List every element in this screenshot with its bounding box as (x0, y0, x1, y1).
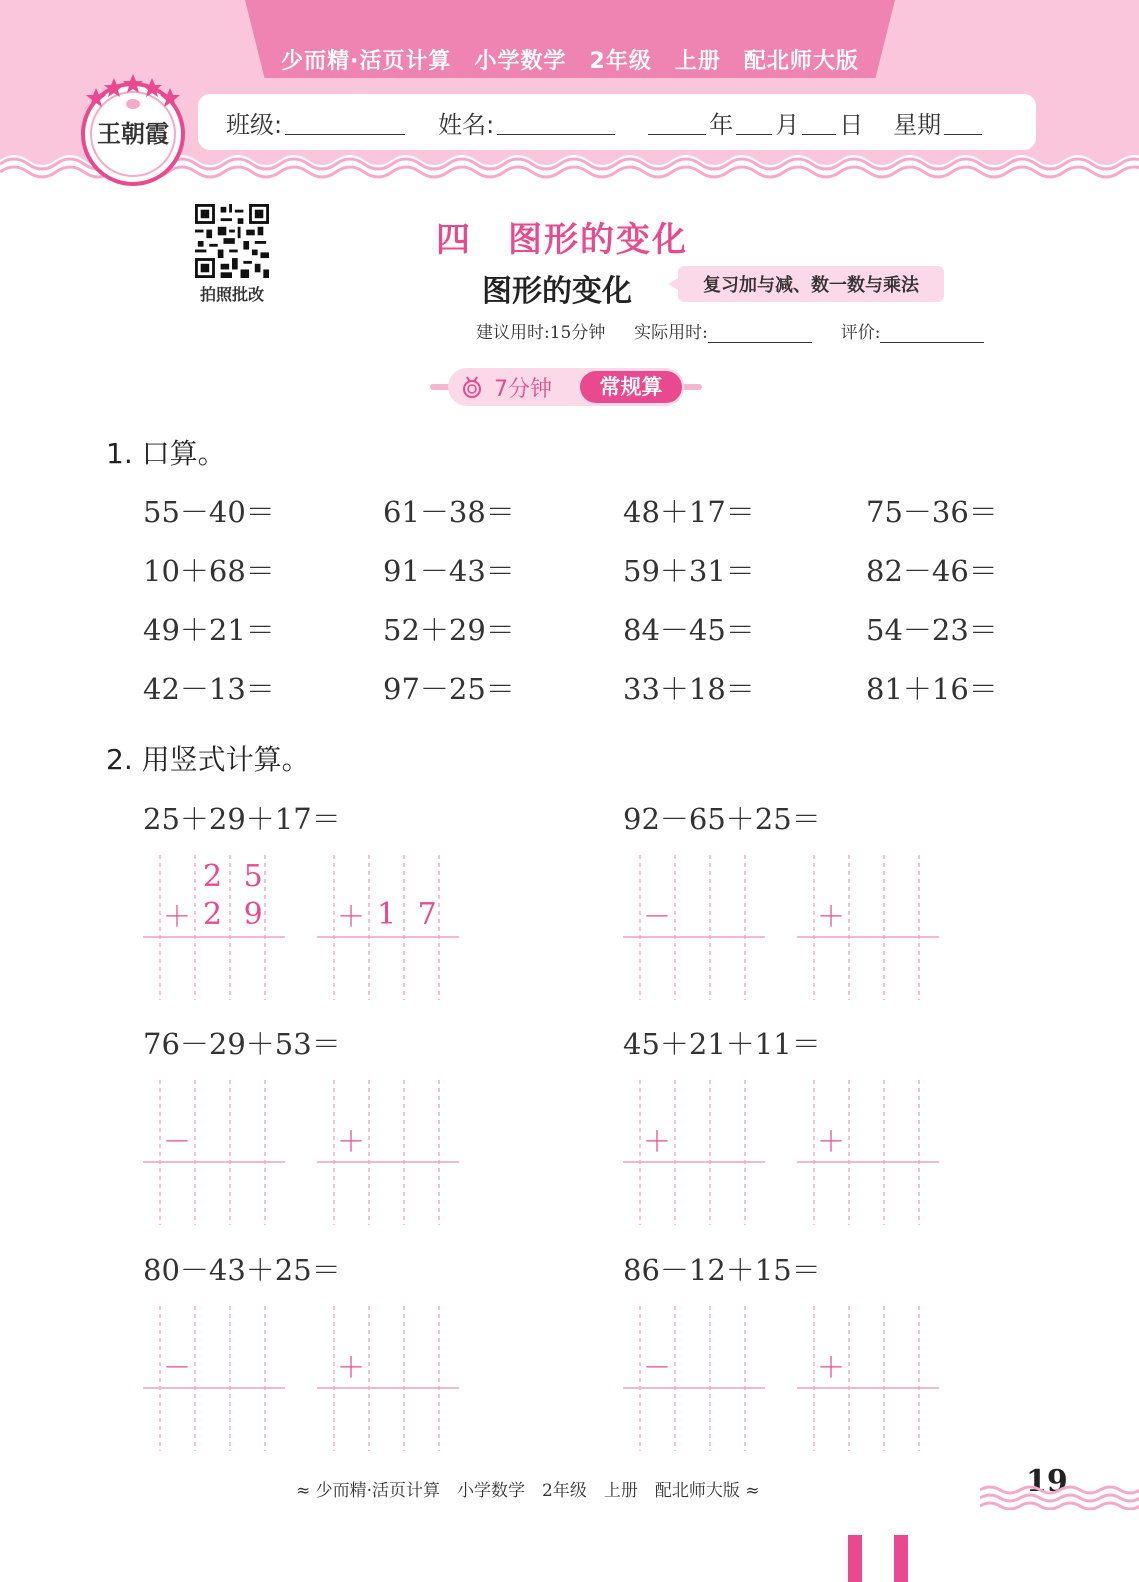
operator-symbol: ＋ (337, 1351, 366, 1384)
name-blank[interactable] (497, 109, 615, 135)
day-blank[interactable] (802, 109, 836, 135)
review-tag: 复习加与减、数一数与乘法 (678, 266, 944, 302)
oral-item: 42－13＝ (143, 672, 275, 706)
operator-symbol: ＋ (643, 1125, 672, 1158)
month-label: 月 (775, 110, 800, 139)
unit-title (436, 212, 688, 261)
name-label: 姓名: (438, 110, 495, 139)
medal-icon (460, 375, 484, 399)
time-info (476, 318, 984, 343)
series-title: 少而精·活页计算 小学数学 2年级 上册 配北师大版 (281, 49, 859, 74)
page-number: 19 (1026, 1464, 1068, 1499)
operator-symbol: ＋ (163, 900, 192, 933)
oral-item: 91－43＝ (383, 554, 515, 588)
page-edge-bar (848, 1535, 862, 1582)
oral-item: 75－36＝ (866, 495, 998, 529)
class-label: 班级: (226, 110, 283, 139)
year-label: 年 (709, 110, 734, 139)
operator-symbol: － (643, 900, 672, 933)
operator-symbol: － (163, 1125, 192, 1158)
vertical-problem-expr: 45＋21＋11＝ (623, 1027, 821, 1061)
operator-symbol: ＋ (817, 1351, 846, 1384)
operator-symbol: ＋ (817, 900, 846, 933)
month-blank[interactable] (736, 109, 772, 135)
day-label: 日 (839, 110, 864, 139)
vertical-problem-expr: 92－65＋25＝ (623, 802, 821, 836)
oral-item: 61－38＝ (383, 495, 515, 529)
addend-third: 1 7 (377, 897, 443, 932)
operator-symbol: － (163, 1351, 192, 1384)
qr-label: 拍照批改 (199, 285, 264, 304)
footer-text: ≈ 少而精·活页计算 小学数学 2年级 上册 配北师大版 ≈ (296, 1481, 760, 1501)
actual-time-label: 实际用时: (634, 323, 708, 343)
qr-code-icon[interactable] (193, 204, 271, 278)
addend-first: 2 5 (203, 859, 269, 894)
evaluation-label: 评价: (840, 323, 881, 343)
oral-item: 10＋68＝ (143, 554, 275, 588)
unit-name: 图形的变化 (508, 220, 688, 260)
timer-duration: 7分钟 (494, 377, 552, 402)
operator-symbol: － (643, 1351, 672, 1384)
actual-time-blank[interactable] (708, 323, 812, 343)
page-edge-bar (894, 1535, 908, 1582)
operator-symbol: ＋ (337, 900, 366, 933)
oral-item: 48＋17＝ (623, 495, 755, 529)
corner-wave-decoration (980, 1484, 1139, 1510)
oral-item: 84－45＝ (623, 613, 755, 647)
oral-item: 33＋18＝ (623, 672, 755, 706)
vertical-problem-expr: 76－29＋53＝ (143, 1027, 341, 1061)
lesson-title: 图形的变化 (482, 274, 632, 309)
addend-second: 2 9 (203, 897, 269, 932)
weekday-blank[interactable] (944, 109, 982, 135)
oral-item: 97－25＝ (383, 672, 515, 706)
year-blank[interactable] (648, 109, 706, 135)
svg-text:王朝霞: 王朝霞 (97, 119, 169, 148)
oral-item: 81＋16＝ (866, 672, 998, 706)
vertical-problem-expr: 80－43＋25＝ (143, 1253, 341, 1287)
operator-symbol: ＋ (337, 1125, 366, 1158)
oral-item: 82－46＝ (866, 554, 998, 588)
unit-number: 四 (436, 220, 472, 260)
evaluation-blank[interactable] (880, 323, 984, 343)
question-1-heading: 1. 口算。 (106, 437, 226, 470)
suggested-time: 建议用时:15分钟 (476, 323, 606, 343)
vertical-problem-expr: 86－12＋15＝ (623, 1253, 821, 1287)
vertical-problem-expr: 25＋29＋17＝ (143, 802, 341, 836)
timer-tag: 常规算 (580, 371, 682, 403)
oral-item: 49＋21＝ (143, 613, 275, 647)
oral-item: 54－23＝ (866, 613, 998, 647)
oral-item: 55－40＝ (143, 495, 275, 529)
weekday-label: 星期 (893, 110, 942, 139)
operator-symbol: ＋ (817, 1125, 846, 1158)
oral-item: 52＋29＝ (383, 613, 515, 647)
oral-item: 59＋31＝ (623, 554, 755, 588)
question-2-heading: 2. 用竖式计算。 (106, 743, 310, 776)
student-info-bar (198, 94, 1036, 150)
class-blank[interactable] (285, 109, 405, 135)
brand-logo (78, 74, 188, 188)
